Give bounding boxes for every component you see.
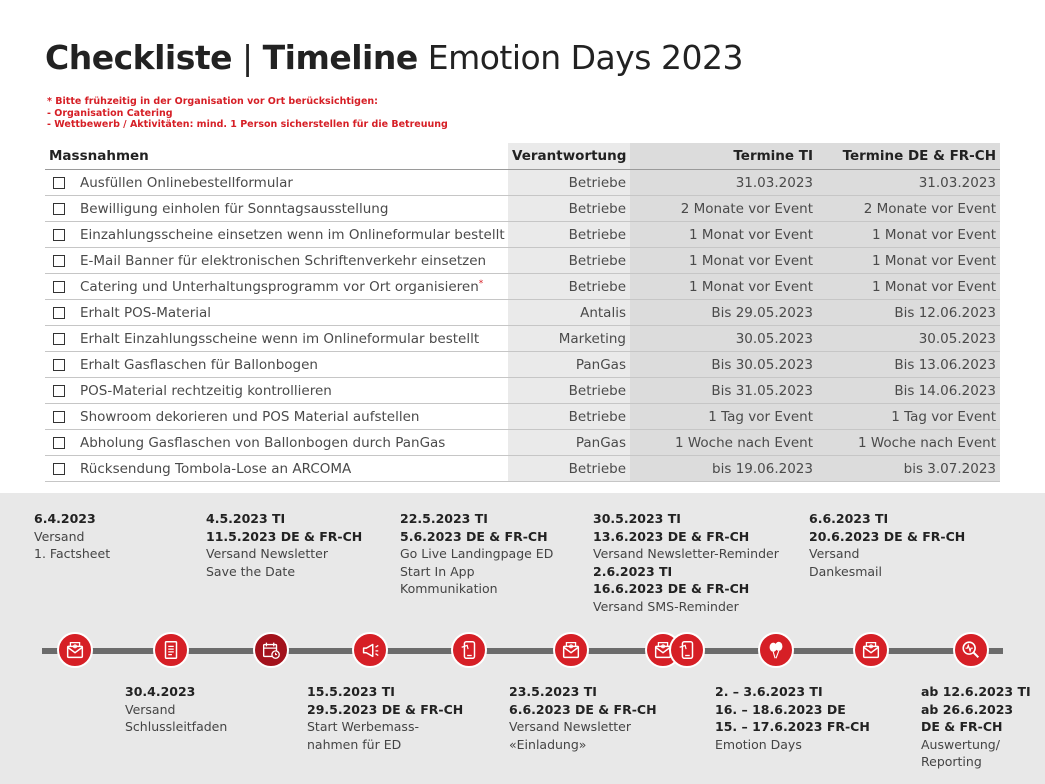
- event-date: 6.4.2023: [34, 511, 96, 526]
- task-checkbox[interactable]: [53, 385, 65, 397]
- event-date: DE & FR-CH: [921, 719, 1003, 734]
- event-text: Emotion Days: [715, 736, 802, 752]
- event-text: Go Live Landingpage ED: [400, 546, 554, 561]
- table-row: [45, 222, 1000, 248]
- event-text: Start Werbemass-: [307, 719, 419, 734]
- date-ti-cell: Bis 30.05.2023: [630, 352, 817, 378]
- task-checkbox[interactable]: [53, 177, 65, 189]
- date-de-cell: 1 Monat vor Event: [817, 248, 1000, 274]
- task-label: Bewilligung einholen für Sonntagsausstellung: [80, 200, 389, 217]
- date-ti-cell: 2 Monate vor Event: [630, 196, 817, 222]
- event-text: Versand Newsletter: [509, 719, 631, 734]
- task-cell: [45, 170, 508, 196]
- responsibility-cell: PanGas: [508, 352, 630, 378]
- table-row: [45, 300, 1000, 326]
- task-checkbox[interactable]: [53, 411, 65, 423]
- date-de-cell: 31.03.2023: [817, 170, 1000, 196]
- task-cell: [45, 274, 508, 300]
- event-text: Start In App: [400, 563, 475, 579]
- document-icon: [153, 632, 189, 668]
- task-label: E-Mail Banner für elektronischen Schriftenverkehr einsetzen: [80, 252, 487, 269]
- event-date: 15. – 17.6.2023 FR-CH: [715, 719, 870, 734]
- title-separator: |: [232, 38, 263, 77]
- table-row: [45, 274, 1000, 300]
- date-de-cell: Bis 12.06.2023: [817, 300, 1000, 326]
- task-cell: [45, 404, 508, 430]
- date-de-cell: 1 Tag vor Event: [817, 404, 1000, 430]
- date-de-cell: Bis 14.06.2023: [817, 378, 1000, 404]
- event-date: 11.5.2023 DE & FR-CH: [206, 528, 363, 544]
- event-date: 4.5.2023 TI: [206, 511, 286, 526]
- task-checkbox[interactable]: [53, 229, 65, 241]
- table-row: [45, 378, 1000, 404]
- timeline-event: [307, 683, 463, 753]
- timeline-event: [715, 683, 870, 753]
- timeline-event: [206, 510, 362, 580]
- timeline-event: [400, 510, 553, 598]
- table-row: [45, 326, 1000, 352]
- task-cell: [45, 300, 508, 326]
- event-text: Schlussleitfaden: [125, 719, 228, 734]
- task-label: Einzahlungsscheine einsetzen wenn im Onlineformular bestellt: [80, 226, 505, 243]
- note-item: - Wettbewerb / Aktivitäten: mind. 1 Person sicherstellen für die Betreuung: [47, 119, 448, 130]
- date-de-cell: 1 Woche nach Event: [817, 430, 1000, 456]
- responsibility-cell: Marketing: [508, 326, 630, 352]
- task-checkbox[interactable]: [53, 359, 65, 371]
- date-ti-cell: 1 Monat vor Event: [630, 248, 817, 274]
- date-ti-cell: 1 Monat vor Event: [630, 222, 817, 248]
- event-date: 5.6.2023 DE & FR-CH: [400, 528, 548, 544]
- header-massnahmen: Massnahmen: [45, 143, 508, 170]
- event-date: 30.5.2023 TI: [593, 511, 681, 526]
- task-checkbox[interactable]: [53, 307, 65, 319]
- task-cell: [45, 352, 508, 378]
- balloons-icon: [758, 632, 794, 668]
- event-date: 15.5.2023 TI: [307, 684, 395, 699]
- event-text: nahmen für ED: [307, 736, 402, 752]
- event-date: 22.5.2023 TI: [400, 511, 488, 526]
- responsibility-cell: Betriebe: [508, 196, 630, 222]
- page-title: [45, 36, 743, 80]
- event-date: 30.4.2023: [125, 684, 196, 699]
- date-de-cell: 1 Monat vor Event: [817, 274, 1000, 300]
- task-checkbox[interactable]: [53, 437, 65, 449]
- event-text: Versand SMS-Reminder: [593, 598, 739, 614]
- event-text: «Einladung»: [509, 736, 587, 752]
- task-label: Rücksendung Tombola-Lose an ARCOMA: [80, 460, 352, 477]
- date-de-cell: Bis 13.06.2023: [817, 352, 1000, 378]
- date-ti-cell: Bis 29.05.2023: [630, 300, 817, 326]
- responsibility-cell: Betriebe: [508, 274, 630, 300]
- phone-icon: [669, 632, 705, 668]
- task-cell: [45, 430, 508, 456]
- mail-icon: [57, 632, 93, 668]
- date-ti-cell: bis 19.06.2023: [630, 456, 817, 482]
- mail-icon: [853, 632, 889, 668]
- timeline-event: [125, 683, 227, 736]
- event-text: Reporting: [921, 754, 982, 769]
- table-header-row: [45, 143, 1000, 170]
- timeline-event: [509, 683, 657, 753]
- analytics-icon: [953, 632, 989, 668]
- mail-icon: [553, 632, 589, 668]
- task-label: Abholung Gasflaschen von Ballonbogen durch PanGas: [80, 434, 446, 451]
- calendar-icon: [253, 632, 289, 668]
- title-part-event: Emotion Days 2023: [417, 38, 743, 77]
- event-text: Dankesmail: [809, 563, 882, 579]
- table-row: [45, 404, 1000, 430]
- timeline-event: [921, 683, 1031, 771]
- event-text: Auswertung/: [921, 736, 1000, 752]
- event-date: ab 26.6.2023: [921, 701, 1014, 717]
- task-label: POS-Material rechtzeitig kontrollieren: [80, 382, 332, 399]
- megaphone-icon: [352, 632, 388, 668]
- event-text: Versand: [809, 546, 860, 561]
- event-text: 1. Factsheet: [34, 546, 111, 561]
- table-row: [45, 456, 1000, 482]
- table-row: [45, 352, 1000, 378]
- event-text: Versand Newsletter: [206, 546, 328, 561]
- table-row: [45, 196, 1000, 222]
- responsibility-cell: Betriebe: [508, 404, 630, 430]
- event-text: Save the Date: [206, 563, 296, 579]
- event-date: 29.5.2023 DE & FR-CH: [307, 701, 464, 717]
- timeline-event: [593, 510, 779, 615]
- task-label: Showroom dekorieren und POS Material aufstellen: [80, 408, 420, 425]
- event-date: 16. – 18.6.2023 DE: [715, 701, 846, 717]
- task-cell: [45, 222, 508, 248]
- task-label: Catering und Unterhaltungsprogramm vor Ort organisieren: [80, 278, 479, 295]
- event-text: Versand: [125, 701, 176, 717]
- date-de-cell: bis 3.07.2023: [817, 456, 1000, 482]
- note-item: - Organisation Catering: [47, 107, 173, 119]
- header-termine-ti: Termine TI: [630, 143, 817, 170]
- timeline-event: [34, 510, 110, 563]
- date-de-cell: 2 Monate vor Event: [817, 196, 1000, 222]
- event-date: ab 12.6.2023 TI: [921, 684, 1031, 699]
- date-ti-cell: 30.05.2023: [630, 326, 817, 352]
- event-date: 23.5.2023 TI: [509, 684, 597, 699]
- notes-list: [47, 96, 448, 131]
- table-row: [45, 170, 1000, 196]
- header-verantwortung: Verantwortung: [508, 143, 630, 170]
- task-cell: [45, 456, 508, 482]
- title-part-timeline: Timeline: [262, 38, 418, 77]
- header-termine-de: Termine DE & FR-CH: [817, 143, 1000, 170]
- task-checkbox[interactable]: [53, 333, 65, 345]
- event-date: 20.6.2023 DE & FR-CH: [809, 528, 966, 544]
- task-checkbox[interactable]: [53, 203, 65, 215]
- task-label: Erhalt Einzahlungsscheine wenn im Onlineformular bestellt: [80, 330, 480, 347]
- event-text: Kommunikation: [400, 581, 498, 596]
- task-label: Ausfüllen Onlinebestellformular: [80, 174, 293, 191]
- event-date: 16.6.2023 DE & FR-CH: [593, 581, 750, 596]
- task-cell: [45, 196, 508, 222]
- responsibility-cell: Betriebe: [508, 248, 630, 274]
- event-date: 6.6.2023 TI: [809, 511, 889, 526]
- responsibility-cell: Antalis: [508, 300, 630, 326]
- task-cell: [45, 248, 508, 274]
- date-ti-cell: 31.03.2023: [630, 170, 817, 196]
- task-checkbox[interactable]: [53, 463, 65, 475]
- event-date: 2. – 3.6.2023 TI: [715, 684, 823, 699]
- event-text: Versand Newsletter-Reminder: [593, 546, 779, 561]
- date-ti-cell: 1 Tag vor Event: [630, 404, 817, 430]
- responsibility-cell: Betriebe: [508, 378, 630, 404]
- task-label: Erhalt Gasflaschen für Ballonbogen: [80, 356, 318, 373]
- responsibility-cell: Betriebe: [508, 456, 630, 482]
- timeline-event: [809, 510, 965, 580]
- date-ti-cell: 1 Monat vor Event: [630, 274, 817, 300]
- timeline-section: [0, 493, 1045, 784]
- note-item: * Bitte frühzeitig in der Organisation vor Ort berücksichtigen:: [47, 96, 378, 107]
- task-cell: [45, 378, 508, 404]
- date-de-cell: 1 Monat vor Event: [817, 222, 1000, 248]
- date-de-cell: 30.05.2023: [817, 326, 1000, 352]
- phone-icon: [451, 632, 487, 668]
- event-text: Versand: [34, 528, 85, 544]
- task-label: Erhalt POS-Material: [80, 304, 212, 321]
- event-date: 2.6.2023 TI: [593, 563, 673, 579]
- table-row: [45, 248, 1000, 274]
- responsibility-cell: Betriebe: [508, 222, 630, 248]
- responsibility-cell: PanGas: [508, 430, 630, 456]
- date-ti-cell: 1 Woche nach Event: [630, 430, 817, 456]
- table-row: [45, 430, 1000, 456]
- checklist-table: [45, 143, 1000, 482]
- title-part-checkliste: Checkliste: [45, 38, 233, 77]
- task-cell: [45, 326, 508, 352]
- task-checkbox[interactable]: [53, 281, 65, 293]
- responsibility-cell: Betriebe: [508, 170, 630, 196]
- event-date: 6.6.2023 DE & FR-CH: [509, 701, 657, 717]
- event-date: 13.6.2023 DE & FR-CH: [593, 528, 750, 544]
- date-ti-cell: Bis 31.05.2023: [630, 378, 817, 404]
- footnote-star: *: [478, 278, 484, 289]
- task-checkbox[interactable]: [53, 255, 65, 267]
